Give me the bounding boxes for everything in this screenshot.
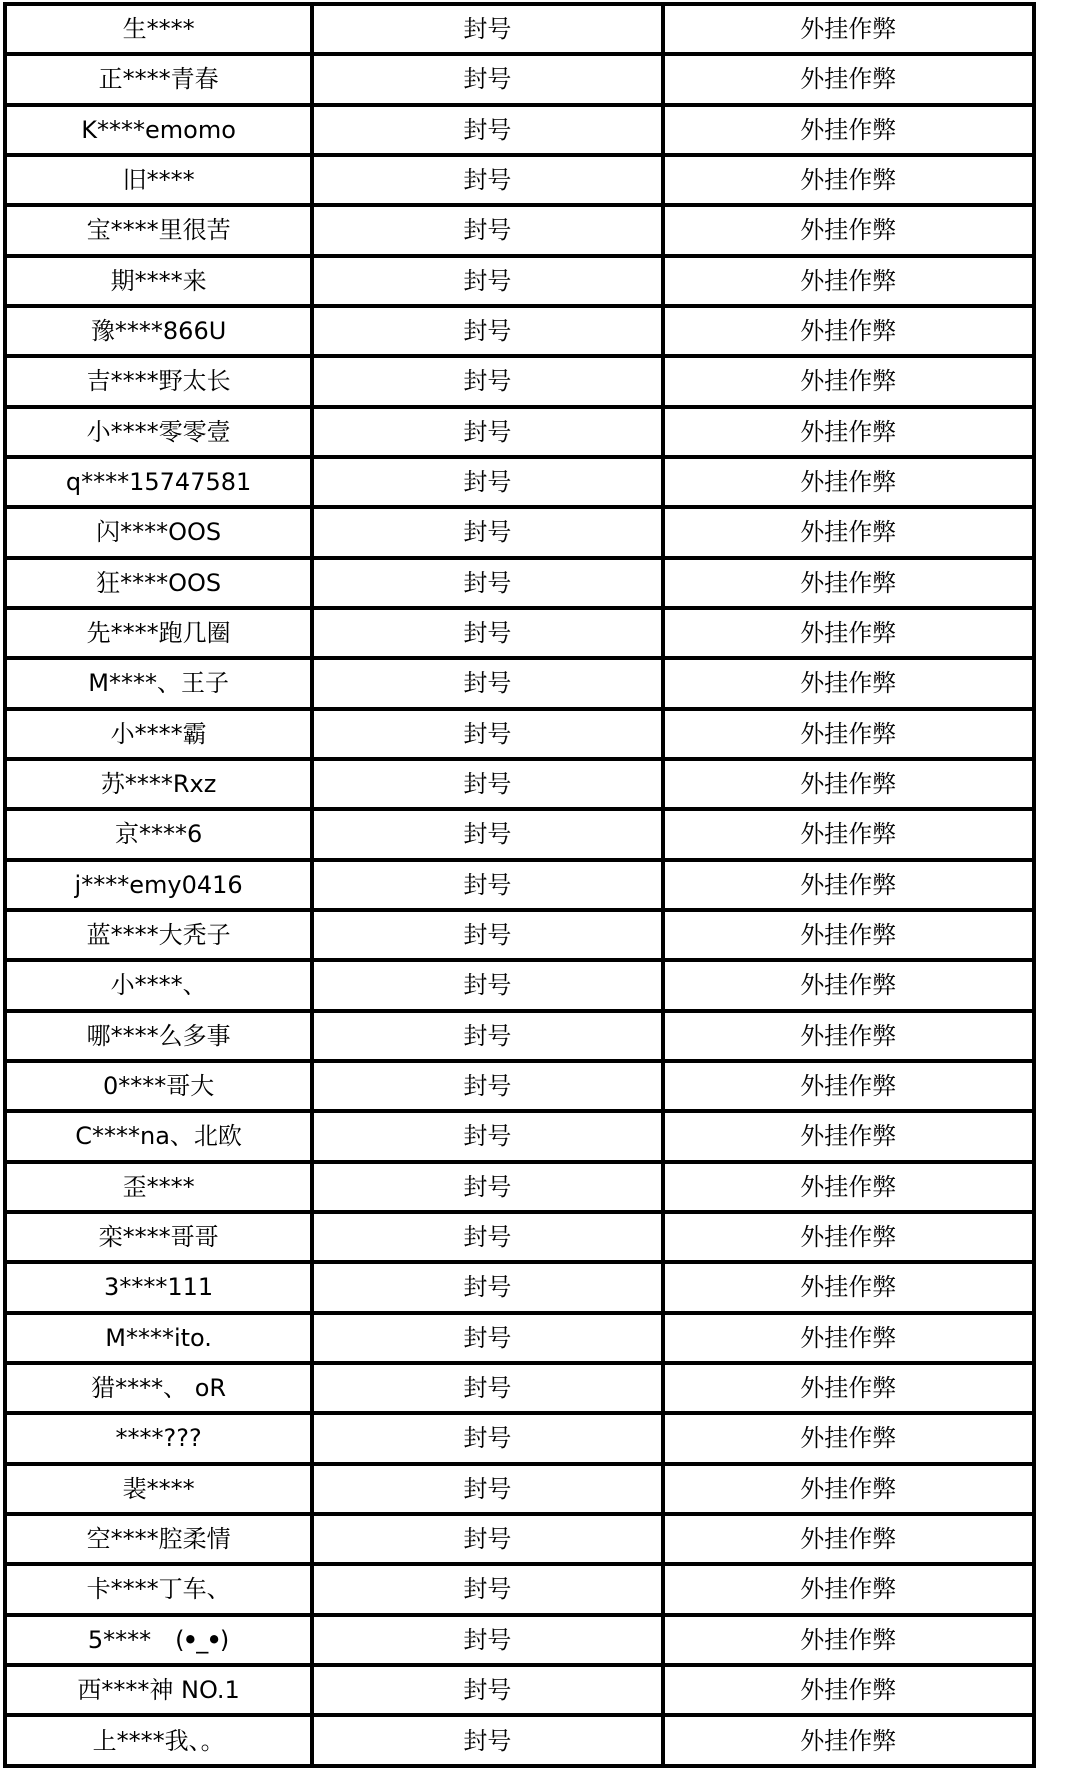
table-row xyxy=(5,457,1034,507)
violation-reason-cell: 外挂作弊 xyxy=(663,658,1034,708)
table-row xyxy=(5,1212,1034,1262)
penalty-cell: 封号 xyxy=(312,1564,662,1614)
violation-reason-cell: 外挂作弊 xyxy=(663,759,1034,809)
violation-reason-cell: 外挂作弊 xyxy=(663,1313,1034,1363)
player-name-cell: 正****青春 xyxy=(5,54,312,104)
player-name-cell: 上****我、。 xyxy=(5,1715,312,1766)
penalty-cell: 封号 xyxy=(312,1413,662,1463)
violation-reason-cell: 外挂作弊 xyxy=(663,608,1034,658)
table-row xyxy=(5,809,1034,859)
penalty-cell: 封号 xyxy=(312,1363,662,1413)
penalty-cell: 封号 xyxy=(312,1061,662,1111)
table-row xyxy=(5,1061,1034,1111)
table-row xyxy=(5,1313,1034,1363)
player-name-cell: 哪****么多事 xyxy=(5,1011,312,1061)
penalty-cell: 封号 xyxy=(312,457,662,507)
penalty-cell: 封号 xyxy=(312,860,662,910)
violation-reason-cell: 外挂作弊 xyxy=(663,1413,1034,1463)
violation-reason-cell: 外挂作弊 xyxy=(663,910,1034,960)
penalty-cell: 封号 xyxy=(312,558,662,608)
penalty-cell: 封号 xyxy=(312,155,662,205)
penalty-cell: 封号 xyxy=(312,608,662,658)
penalty-cell: 封号 xyxy=(312,1615,662,1665)
violation-reason-cell: 外挂作弊 xyxy=(663,1665,1034,1715)
player-name-cell: 栾****哥哥 xyxy=(5,1212,312,1262)
table-row xyxy=(5,105,1034,155)
player-name-cell: 小****霸 xyxy=(5,709,312,759)
player-name-cell: 狂****OOS xyxy=(5,558,312,608)
penalty-cell: 封号 xyxy=(312,256,662,306)
player-name-cell: 裴**** xyxy=(5,1464,312,1514)
table-row xyxy=(5,658,1034,708)
table-row xyxy=(5,1011,1034,1061)
violation-reason-cell: 外挂作弊 xyxy=(663,507,1034,557)
violation-reason-cell: 外挂作弊 xyxy=(663,1262,1034,1312)
violation-reason-cell: 外挂作弊 xyxy=(663,256,1034,306)
player-name-cell: 苏****Rxz xyxy=(5,759,312,809)
violation-reason-cell: 外挂作弊 xyxy=(663,1564,1034,1614)
violation-reason-cell: 外挂作弊 xyxy=(663,356,1034,406)
player-name-cell: K****emomo xyxy=(5,105,312,155)
violation-reason-cell: 外挂作弊 xyxy=(663,205,1034,255)
player-name-cell: 宝****里很苦 xyxy=(5,205,312,255)
ban-list-table xyxy=(3,2,1036,1768)
table-row xyxy=(5,155,1034,205)
player-name-cell: ****??? xyxy=(5,1413,312,1463)
violation-reason-cell: 外挂作弊 xyxy=(663,1514,1034,1564)
table-row xyxy=(5,256,1034,306)
penalty-cell: 封号 xyxy=(312,4,662,54)
table-row xyxy=(5,608,1034,658)
penalty-cell: 封号 xyxy=(312,1011,662,1061)
table-row xyxy=(5,960,1034,1010)
penalty-cell: 封号 xyxy=(312,809,662,859)
violation-reason-cell: 外挂作弊 xyxy=(663,709,1034,759)
table-row xyxy=(5,1615,1034,1665)
player-name-cell: 5**** (ꔷ_ꔷ) xyxy=(5,1615,312,1665)
penalty-cell: 封号 xyxy=(312,1111,662,1161)
violation-reason-cell: 外挂作弊 xyxy=(663,1011,1034,1061)
penalty-cell: 封号 xyxy=(312,356,662,406)
table-row xyxy=(5,407,1034,457)
penalty-cell: 封号 xyxy=(312,1464,662,1514)
table-row xyxy=(5,205,1034,255)
table-row xyxy=(5,54,1034,104)
table-row xyxy=(5,356,1034,406)
penalty-cell: 封号 xyxy=(312,105,662,155)
table-row xyxy=(5,910,1034,960)
table-row xyxy=(5,1162,1034,1212)
table-row xyxy=(5,1413,1034,1463)
player-name-cell: C****na、北欧 xyxy=(5,1111,312,1161)
player-name-cell: j****emy0416 xyxy=(5,860,312,910)
violation-reason-cell: 外挂作弊 xyxy=(663,960,1034,1010)
penalty-cell: 封号 xyxy=(312,1212,662,1262)
penalty-cell: 封号 xyxy=(312,54,662,104)
table-row xyxy=(5,1111,1034,1161)
violation-reason-cell: 外挂作弊 xyxy=(663,1162,1034,1212)
player-name-cell: 豫****866U xyxy=(5,306,312,356)
player-name-cell: q****15747581 xyxy=(5,457,312,507)
violation-reason-cell: 外挂作弊 xyxy=(663,1212,1034,1262)
table-row xyxy=(5,1665,1034,1715)
penalty-cell: 封号 xyxy=(312,1162,662,1212)
player-name-cell: 蓝****大秃子 xyxy=(5,910,312,960)
table-row xyxy=(5,1262,1034,1312)
violation-reason-cell: 外挂作弊 xyxy=(663,1061,1034,1111)
player-name-cell: 期****来 xyxy=(5,256,312,306)
player-name-cell: 生**** xyxy=(5,4,312,54)
penalty-cell: 封号 xyxy=(312,507,662,557)
violation-reason-cell: 外挂作弊 xyxy=(663,860,1034,910)
violation-reason-cell: 外挂作弊 xyxy=(663,1464,1034,1514)
penalty-cell: 封号 xyxy=(312,1514,662,1564)
table-row xyxy=(5,1363,1034,1413)
penalty-cell: 封号 xyxy=(312,960,662,1010)
penalty-cell: 封号 xyxy=(312,205,662,255)
table-row xyxy=(5,759,1034,809)
table-row xyxy=(5,558,1034,608)
table-row xyxy=(5,306,1034,356)
violation-reason-cell: 外挂作弊 xyxy=(663,407,1034,457)
violation-reason-cell: 外挂作弊 xyxy=(663,54,1034,104)
player-name-cell: 卡****丁车、 xyxy=(5,1564,312,1614)
violation-reason-cell: 外挂作弊 xyxy=(663,155,1034,205)
player-name-cell: 先****跑几圈 xyxy=(5,608,312,658)
player-name-cell: 小****零零壹 xyxy=(5,407,312,457)
table-row xyxy=(5,507,1034,557)
table-row xyxy=(5,1464,1034,1514)
table-row xyxy=(5,1514,1034,1564)
penalty-cell: 封号 xyxy=(312,1313,662,1363)
player-name-cell: 0****哥大 xyxy=(5,1061,312,1111)
player-name-cell: 空****腔柔情 xyxy=(5,1514,312,1564)
violation-reason-cell: 外挂作弊 xyxy=(663,1715,1034,1766)
violation-reason-cell: 外挂作弊 xyxy=(663,457,1034,507)
table-row xyxy=(5,1715,1034,1766)
player-name-cell: 3****111 xyxy=(5,1262,312,1312)
player-name-cell: 歪**** xyxy=(5,1162,312,1212)
ban-list-body xyxy=(5,4,1034,1766)
player-name-cell: 闪****OOS xyxy=(5,507,312,557)
violation-reason-cell: 外挂作弊 xyxy=(663,809,1034,859)
penalty-cell: 封号 xyxy=(312,306,662,356)
player-name-cell: M****ito. xyxy=(5,1313,312,1363)
player-name-cell: M****、王子 xyxy=(5,658,312,708)
violation-reason-cell: 外挂作弊 xyxy=(663,558,1034,608)
table-row xyxy=(5,860,1034,910)
penalty-cell: 封号 xyxy=(312,1262,662,1312)
player-name-cell: 小****、 xyxy=(5,960,312,1010)
player-name-cell: 吉****野太长 xyxy=(5,356,312,406)
table-row xyxy=(5,4,1034,54)
violation-reason-cell: 外挂作弊 xyxy=(663,105,1034,155)
penalty-cell: 封号 xyxy=(312,709,662,759)
penalty-cell: 封号 xyxy=(312,759,662,809)
penalty-cell: 封号 xyxy=(312,1715,662,1766)
penalty-cell: 封号 xyxy=(312,1665,662,1715)
table-row xyxy=(5,709,1034,759)
violation-reason-cell: 外挂作弊 xyxy=(663,4,1034,54)
penalty-cell: 封号 xyxy=(312,910,662,960)
player-name-cell: 京****6 xyxy=(5,809,312,859)
penalty-cell: 封号 xyxy=(312,407,662,457)
table-row xyxy=(5,1564,1034,1614)
violation-reason-cell: 外挂作弊 xyxy=(663,306,1034,356)
violation-reason-cell: 外挂作弊 xyxy=(663,1111,1034,1161)
player-name-cell: 猎****、 oR xyxy=(5,1363,312,1413)
player-name-cell: 旧**** xyxy=(5,155,312,205)
violation-reason-cell: 外挂作弊 xyxy=(663,1363,1034,1413)
player-name-cell: 西****神 NO.1 xyxy=(5,1665,312,1715)
penalty-cell: 封号 xyxy=(312,658,662,708)
violation-reason-cell: 外挂作弊 xyxy=(663,1615,1034,1665)
